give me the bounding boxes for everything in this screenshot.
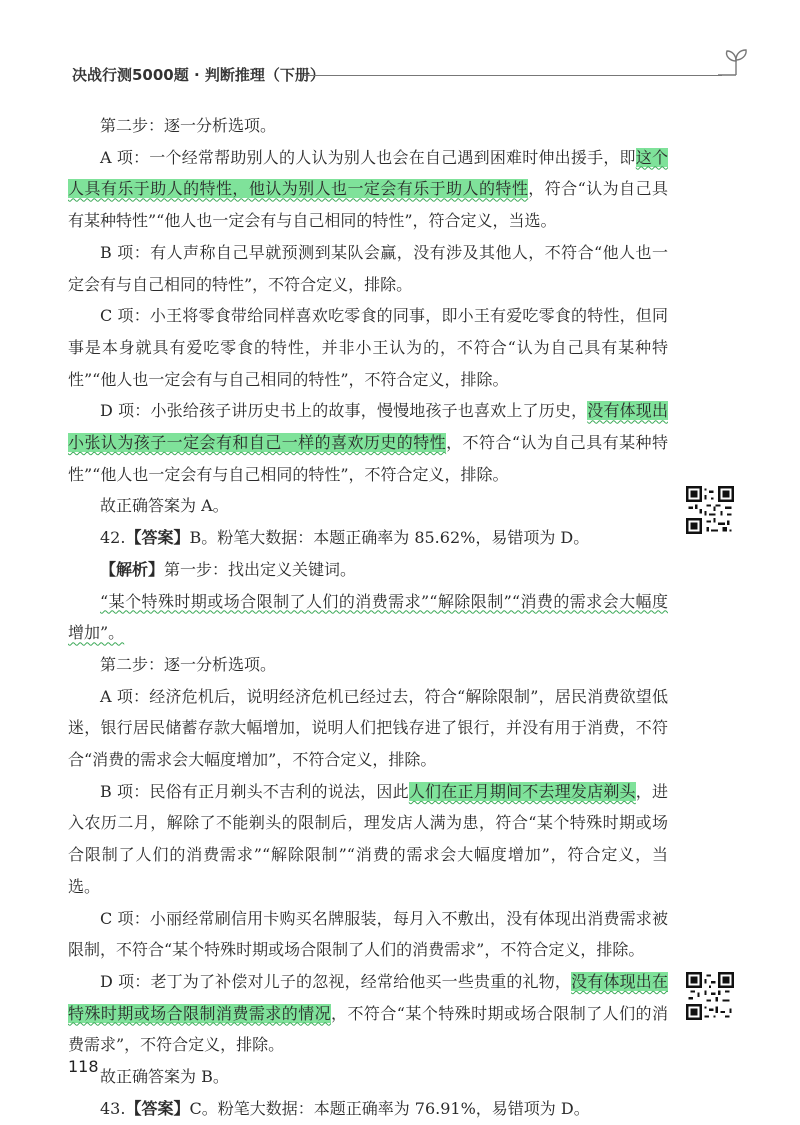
q42-step1: 第一步：找出定义关键词。 <box>164 559 357 579</box>
q43-answer-text: C。粉笔大数据：本题正确率为 76.91%，易错项为 D。 <box>189 1098 590 1118</box>
q41-option-d-text-2: ，不符合“认为自己具有某种特性”“他人也一定会有与自己相同的特性”，不符合定义，排除。 <box>68 433 668 484</box>
header-rule <box>304 75 722 76</box>
q42-analysis-line <box>68 554 668 586</box>
q42-analysis-tag: 【解析】 <box>100 559 165 579</box>
q42-step2: 第二步：逐一分析选项。 <box>100 654 277 674</box>
q42-answer-tag: 【答案】 <box>125 528 190 548</box>
q43-number: 43. <box>100 1098 126 1118</box>
q42-option-b-text: B 项：民俗有正月剃头不吉利的说法，因此 <box>100 781 409 801</box>
q42-keywords-text: “某个特殊时期或场合限制了人们的消费需求”“解除限制”“消费的需求会大幅度增加”。 <box>68 591 668 643</box>
q42-answer-text: B。粉笔大数据：本题正确率为 85.62%，易错项为 D。 <box>189 528 590 548</box>
q42-option-d-text-2: ，不符合“某个特殊时期或场合限制了人们的消费需求”，不符合定义，排除。 <box>68 1003 668 1055</box>
q42-keywords <box>68 586 668 649</box>
q42-option-b-highlight: 人们在正月期间不去理发店剃头 <box>408 781 636 801</box>
q41-option-c: C 项：小王将零食带给同样喜欢吃零食的同事，即小王有爱吃零食的特性，但同事是本身就具有爱吃零食的特性，并非小王认为的，不符合“认为自己具有某种特性”“他人也一定会有与自己相同的特性”，不符合定义，排除。 <box>68 306 668 389</box>
q42-option-a: A 项：经济危机后，说明经济危机已经过去，符合“解除限制”，居民消费欲望低迷，银行居民储蓄存款大幅增加，说明人们把钱存进了银行，并没有用于消费，不符合“消费的需求会大幅度增加”，不符合定义，排除。 <box>68 686 668 770</box>
q41-step2: 第二步：逐一分析选项。 <box>100 116 277 135</box>
q41-option-a <box>68 142 668 237</box>
sprout-icon <box>716 44 756 84</box>
page-number: 118 <box>68 1057 99 1076</box>
q43-answer-tag: 【答案】 <box>125 1098 190 1118</box>
q41-option-d-text: D 项：小张给孩子讲历史书上的故事，慢慢地孩子也喜欢上了历史， <box>100 401 588 421</box>
q41-option-a-text-2: ，符合“认为自己具有某种特性”“他人也一定会有与自己相同的特性”，符合定义，当选。 <box>68 179 668 231</box>
q42-option-d <box>68 966 668 1061</box>
q41-option-a-highlight: 这个人具有乐于助人的特性，他认为别人也一定会有乐于助人的特性 <box>68 147 668 199</box>
page-body <box>68 110 668 1125</box>
q42-answer: 故正确答案为 B。 <box>100 1067 229 1087</box>
q41-option-a-text: A 项：一个经常帮助别人的人认为别人也会在自己遇到困难时伸出援手，即 <box>100 147 636 167</box>
q41-answer: 故正确答案为 A。 <box>100 496 229 516</box>
q42-option-b-text-2: ，进入农历二月，解除了不能剃头的限制后，理发店人满为患，符合“某个特殊时期或场合限制了人们的消费需求”“解除限制”“消费的需求会大幅度增加”，符合定义，当选。 <box>68 781 668 896</box>
q42-option-d-text: D 项：老丁为了补偿对儿子的忽视，经常给他买一些贵重的礼物， <box>100 971 572 991</box>
page-header <box>72 60 756 90</box>
q41-option-b: B 项：有人声称自己早就预测到某队会赢，没有涉及其他人，不符合“他人也一定会有与自己相同的特性”，不符合定义，排除。 <box>68 242 668 294</box>
book-title: 决战行测5000题 · 判断推理（下册） <box>72 66 325 84</box>
q41-option-d <box>68 395 668 490</box>
q42-answer-line <box>68 522 668 554</box>
q43-answer-line <box>68 1093 668 1125</box>
qr-code-icon[interactable] <box>686 486 734 534</box>
qr-code-icon[interactable] <box>686 972 734 1020</box>
q42-option-b <box>68 776 668 903</box>
q41-option-d-highlight: 没有体现出小张认为孩子一定会有和自己一样的喜欢历史的特性 <box>68 401 668 453</box>
q42-option-c: C 项：小丽经常刷信用卡购买名牌服装，每月入不敷出，没有体现出消费需求被限制，不符合“某个特殊时期或场合限制了人们的消费需求”，不符合定义，排除。 <box>68 908 668 960</box>
q42-option-d-highlight: 没有体现出在特殊时期或场合限制消费需求的情况 <box>68 971 668 1023</box>
q42-number: 42. <box>100 528 126 548</box>
